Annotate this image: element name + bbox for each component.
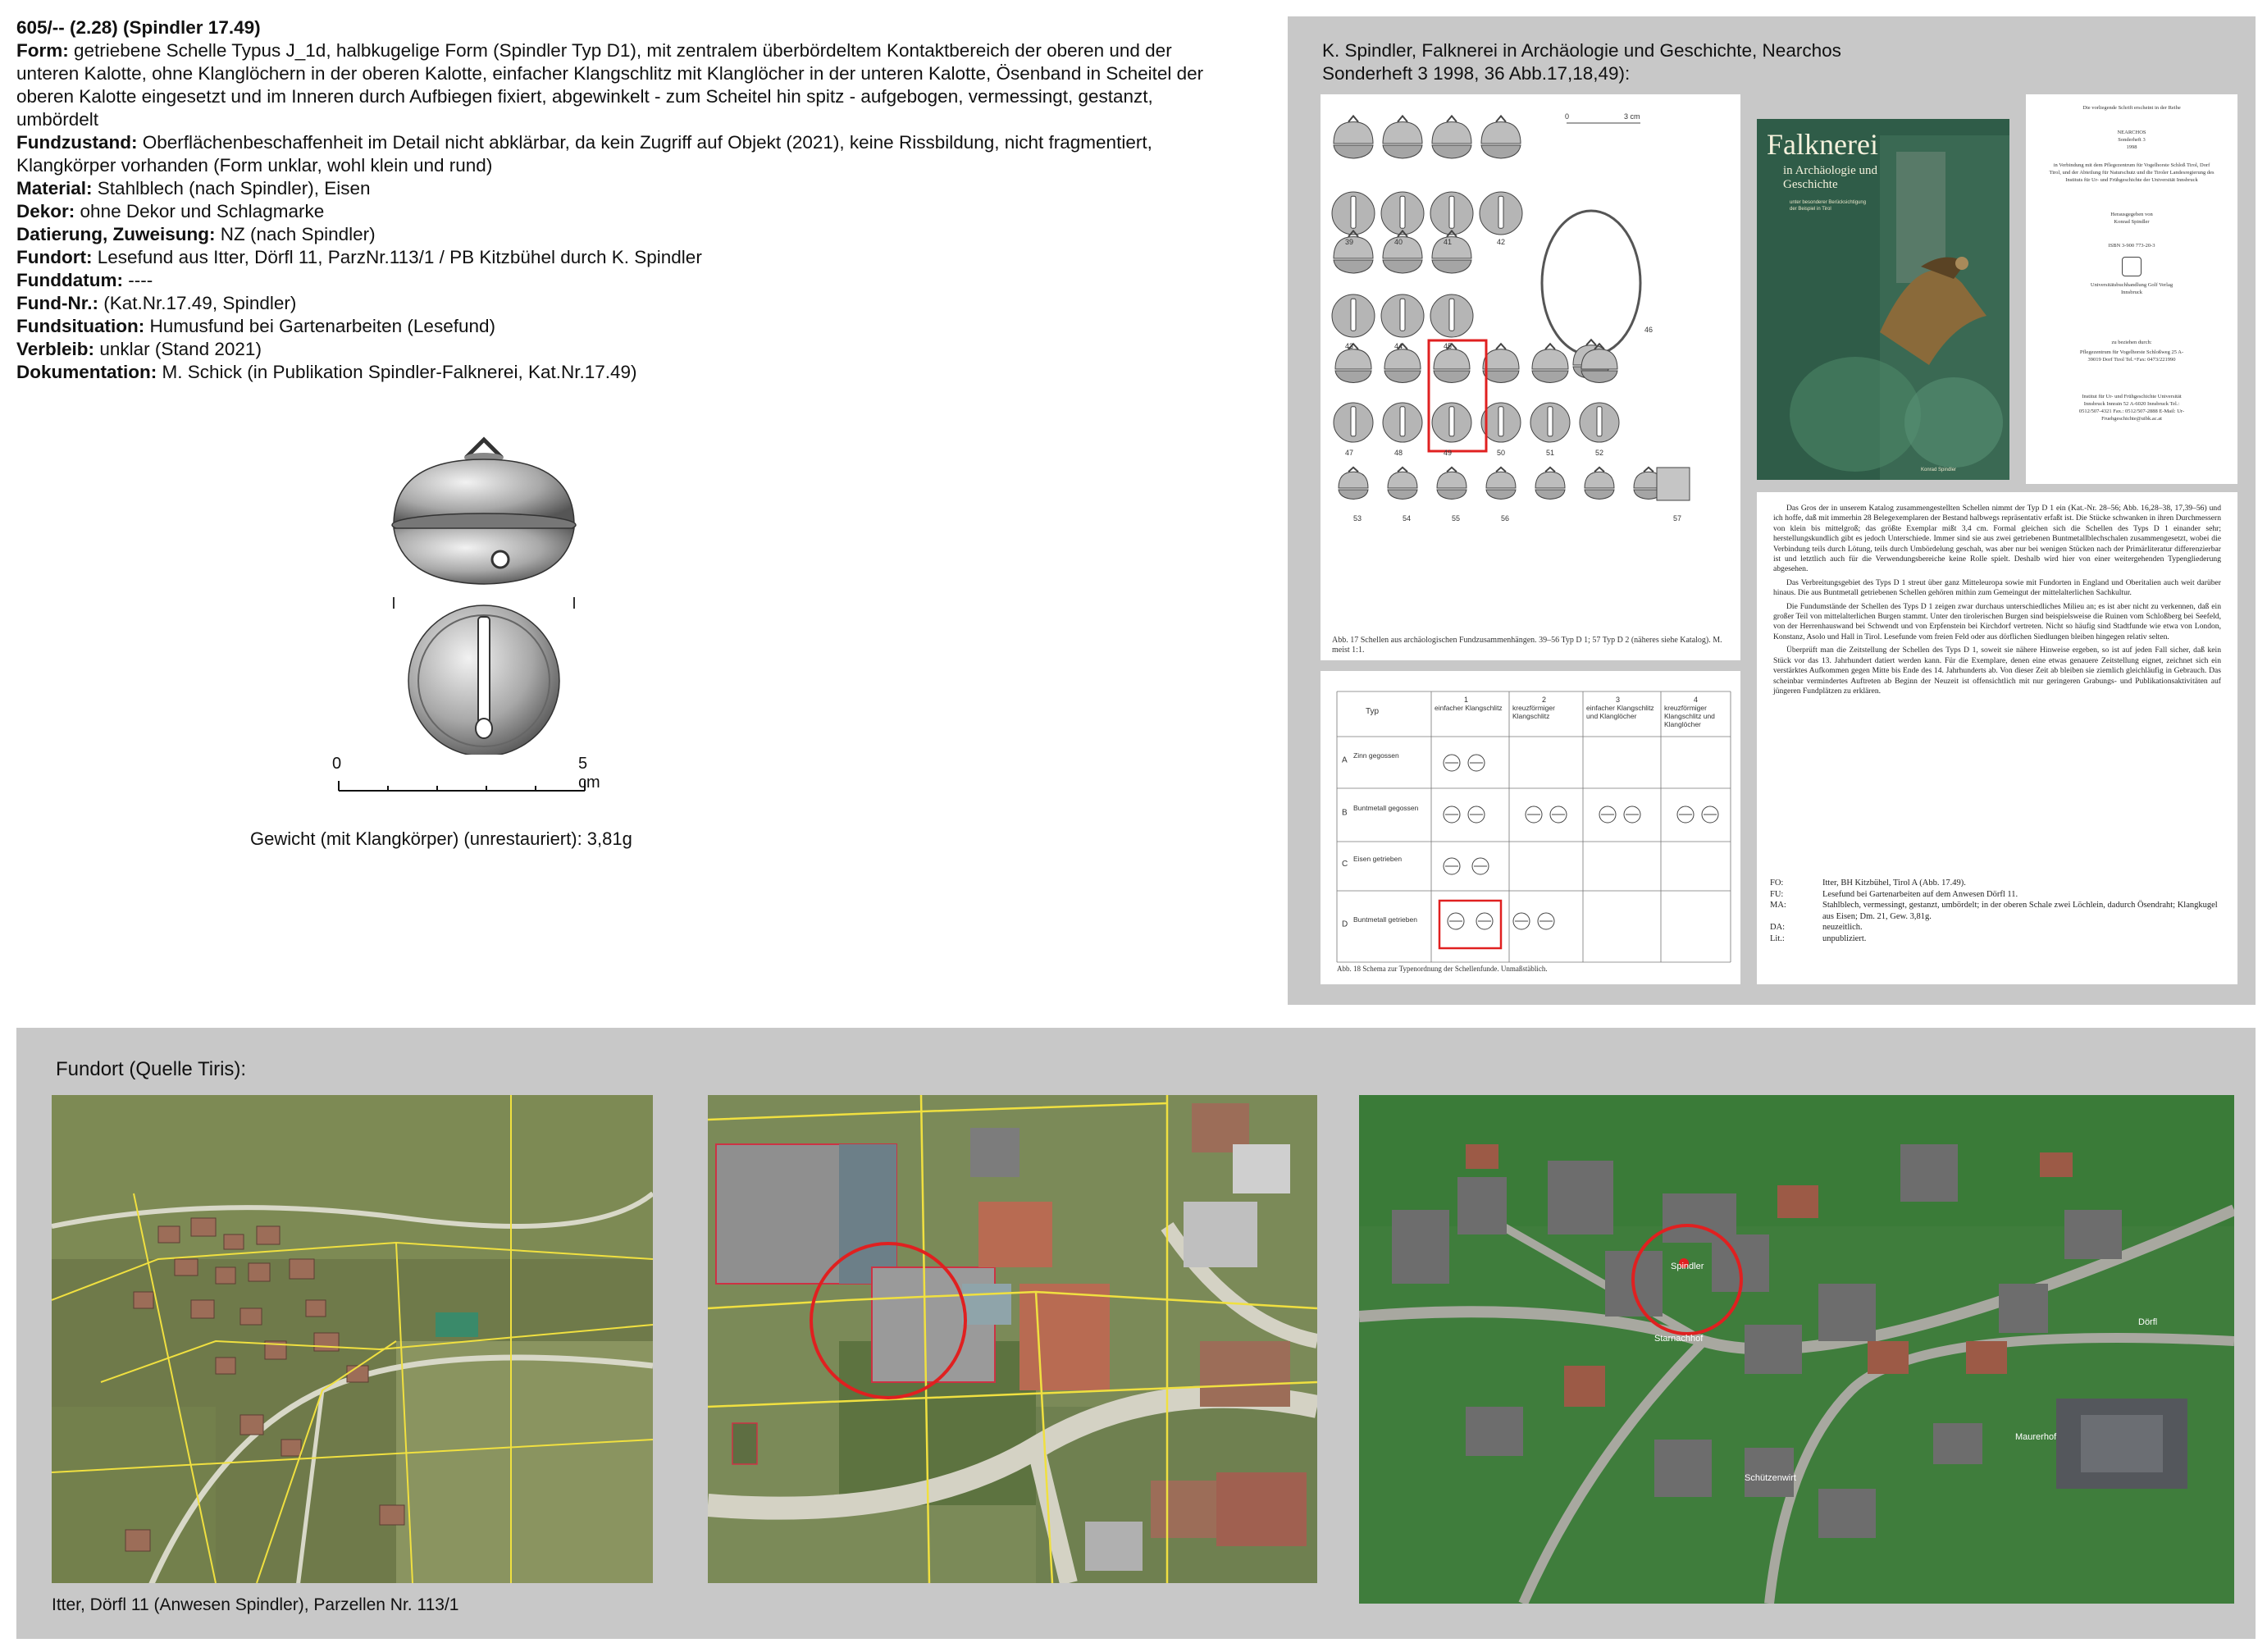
field-value: getriebene Schelle Typus J_1d, halbkugelige Form (Spindler Typ D1), mit zentralem überbördeltem Kontaktbereich der oberen und der unteren Kalotte, ohne Klanglöchern in der oberen Kalotte, einfacher Klangschlitz mit Klanglöcher in der unteren Kalotte, Ösenband in Scheitel der oberen Kalotte eingesetzt und im Inneren durch Aufbiegen fixiert, abgewinkelt - zum Scheitel hin spitz - aufgebogen, vermessingt, gestanzt, umbördelt xyxy=(16,40,1204,130)
typology-row-label: Zinn gegossen xyxy=(1353,751,1399,760)
plate1-figure-number: 49 xyxy=(1444,449,1453,457)
text-paragraph: Die Fundumstände der Schellen des Typs D 1 zeigen zwar durchaus unterschiedliches Milieu an; es ist aber nicht zu verkennen, daß ein großer Teil von mittelalterlichen Burgen stammt. Unter den tirolerischen Burgen sind beispielsweise die Ruinen vom Schloßberg bei Seefeld, von der Herrenhauswand bei Schwendt und von Erpfenstein bei Kirchdorf vertreten. Nicht so häufig sind Stadtfunde wie etwa von London, Konstanz, Asolo und Hall in Tirol. Lesefunde vom freien Feld oder aus dörflichen Siedlungen bleiben hingegen relativ selten. xyxy=(1773,601,2221,641)
field-row xyxy=(16,315,1238,338)
typology-col-num: 2 xyxy=(1542,696,1547,704)
entry-key: DA: xyxy=(1770,923,1786,933)
typology-row-letter: A xyxy=(1342,755,1348,765)
plate1-figure-number: 57 xyxy=(1673,514,1682,523)
plate1-scale-end: 3 cm xyxy=(1624,112,1640,121)
plate1-figure-number: 46 xyxy=(1644,326,1653,334)
satellite-map xyxy=(1359,1095,2234,1604)
field-row xyxy=(16,246,1238,269)
plate1-figure-number: 42 xyxy=(1497,238,1506,246)
field-label: Verbleib: xyxy=(16,339,95,359)
field-label: Fund-Nr.: xyxy=(16,293,98,313)
entry-key: FO: xyxy=(1770,878,1784,888)
text-paragraph: Das Verbreitungsgebiet des Typs D 1 streut über ganz Mitteleuropa sowie mit Fundorten in England und Oberitalien auch weit darüber hinaus. Die aus Buntmetall getriebenen Schellen gehören mithin zum Gemeingut der mittelalterlichen Sachkultur. xyxy=(1773,577,2221,598)
plate1-figure-number: 55 xyxy=(1452,514,1461,523)
plate1-figure-number: 51 xyxy=(1546,449,1555,457)
entry-key: Lit.: xyxy=(1770,933,1785,943)
field-value: Humusfund bei Gartenarbeiten (Lesefund) xyxy=(149,316,495,336)
field-label: Fundsituation: xyxy=(16,316,145,336)
map3-label-maurerhof: Maurerhof xyxy=(2015,1432,2057,1442)
tp-publisher: Universitätsbuchhandlung Golf Verlag Innsbruck xyxy=(2090,282,2173,295)
typology-row-label: Buntmetall getrieben xyxy=(1353,915,1417,924)
catalog-entry-row xyxy=(1770,878,2226,889)
typology-table xyxy=(1321,671,1740,984)
entry-value: Stahlblech, vermessingt, gestanzt, umbördelt; in der oberen Schale zwei Löchlein, dadurch Ösendraht; Klangkugel aus Eisen; Dm. 21, Gew. 3,81g. xyxy=(1822,901,2218,921)
field-row xyxy=(16,223,1238,246)
field-label: Funddatum: xyxy=(16,270,123,290)
map3-label-starnachhof: Starnachhof xyxy=(1654,1334,1704,1344)
field-row xyxy=(16,269,1238,292)
tp-addr1: Pflegezentrum für Vogelhorste Schloßweg 25 A-39019 Dorf Tirol Tel.+Fax: 0473/221990 xyxy=(2079,349,2184,363)
typology-row-label: Buntmetall gegossen xyxy=(1353,803,1419,812)
detail-map xyxy=(708,1095,1317,1583)
typology-col-num: 4 xyxy=(1694,696,1699,704)
field-label: Fundzustand: xyxy=(16,132,138,153)
plate1-figure-number: 56 xyxy=(1501,514,1510,523)
catalog-entry-row xyxy=(1770,900,2226,922)
text-paragraphs xyxy=(1773,504,2221,700)
scale-bar xyxy=(332,755,600,804)
tp-line1: Die vorliegende Schrift erscheint in der Reihe xyxy=(2082,105,2181,111)
field-row xyxy=(16,338,1238,361)
entry-value: Itter, BH Kitzbühel, Tirol A (Abb. 17.49). xyxy=(1822,878,1966,888)
typology-row-letter: C xyxy=(1342,860,1348,869)
plate1-figure-number: 41 xyxy=(1444,238,1453,246)
plate1-figure-number: 53 xyxy=(1353,514,1362,523)
field-value: ohne Dekor und Schlagmarke xyxy=(80,201,325,221)
overview-map xyxy=(52,1095,653,1583)
typology-col-typ: Typ xyxy=(1366,707,1380,716)
field-value: Oberflächenbeschaffenheit im Detail nicht abklärbar, da kein Zugriff auf Objekt (2021), keine Rissbildung, nicht fragmentiert, Klangkörper vorhanden (Form unklar, wohl klein und rund) xyxy=(16,132,1152,176)
entry-value: neuzeitlich. xyxy=(1822,923,1863,933)
entry-key: FU: xyxy=(1770,889,1784,899)
plate1-caption: Abb. 17 Schellen aus archäologischen Fundzusammenhängen. 39–56 Typ D 1; 57 Typ D 2 (näheres siehe Katalog). M. meist 1:1. xyxy=(1332,636,1722,655)
plate1-figure-number: 47 xyxy=(1345,449,1354,457)
tp-series: NEARCHOS xyxy=(2117,130,2146,135)
field-list xyxy=(16,39,1238,384)
cover-author: Konrad Spindler xyxy=(1921,468,1957,472)
field-label: Fundort: xyxy=(16,247,93,267)
tp-series2: Sonderheft 3 xyxy=(2118,137,2146,143)
book-title-page xyxy=(2026,94,2237,484)
map3-label-doerfl: Dörfl xyxy=(2138,1317,2158,1327)
plate-abb17 xyxy=(1321,94,1740,660)
map-title: Fundort (Quelle Tiris): xyxy=(56,1058,247,1080)
field-value: NZ (nach Spindler) xyxy=(220,224,376,244)
field-label: Form: xyxy=(16,40,69,61)
catalog-entry-row xyxy=(1770,922,2226,933)
typology-col-num: 3 xyxy=(1616,696,1621,704)
field-label: Dekor: xyxy=(16,201,75,221)
plate1-figure-number: 44 xyxy=(1394,342,1403,350)
tp-year: 1998 xyxy=(2126,144,2137,150)
scale-end-label: 5 cm xyxy=(578,755,600,792)
field-row xyxy=(16,39,1238,131)
field-value: Lesefund aus Itter, Dörfl 11, ParzNr.113/1 / PB Kitzbühel durch K. Spindler xyxy=(97,247,702,267)
typology-col-label: einfacher Klangschlitz xyxy=(1435,704,1503,712)
field-value: Stahlblech (nach Spindler), Eisen xyxy=(97,178,371,199)
plate1-figure-number: 48 xyxy=(1394,449,1403,457)
bell-plate-figure xyxy=(1321,94,1740,660)
entry-value: Lesefund bei Gartenarbeiten auf dem Anwesen Dörfl 11. xyxy=(1822,889,2018,899)
typology-col-label: kreuzförmiger Klangschlitz xyxy=(1512,704,1555,720)
plate1-figure-number: 52 xyxy=(1595,449,1604,457)
field-value: ---- xyxy=(128,270,153,290)
cover-title: Falknerei xyxy=(1767,128,1878,161)
field-label: Datierung, Zuweisung: xyxy=(16,224,216,244)
plate-abb18 xyxy=(1321,671,1740,984)
text-paragraph: Das Gros der in unserem Katalog zusammengestellten Schellen nimmt der Typ D 1 ein (Kat.-Nr. 28–56; Abb. 16,28–38, 17,39–56) und ich hoffe, daß mit immerhin 28 Belegexemplaren der Bestand halbwegs repräsentativ erfaßt ist. Die Stücke schwanken in ihren Durchmessern von klein bis mittelgroß; das größte Exemplar mißt 3,4 cm. Formal gleichen sich die Schellen des Typs D 1 einander sehr; herstellungskundlich gibt es jedoch Unterschiede. Immer sind sie aus zwei getriebenen Buntmetallblechschalen zusammengesetzt, wobei die Verbindung teils durch Lötung, teils durch Umbördelung geschah, was aber nur bei wenigen Stücken nach der Primärliteratur differenzierbar ist und letztlich auch für die Verwendungsbereiche keine Rolle spielt. Deshalb wird hier von einer weitergehenden Typengliederung abgesehen. xyxy=(1773,504,2221,574)
scale-start-label: 0 xyxy=(332,755,342,773)
map-caption: Itter, Dörfl 11 (Anwesen Spindler), Parzellen Nr. 113/1 xyxy=(52,1595,459,1614)
catalog-entries xyxy=(1770,878,2226,945)
field-label: Material: xyxy=(16,178,93,199)
plate1-scale-start: 0 xyxy=(1565,112,1570,121)
book-text-page xyxy=(1757,492,2237,984)
field-row xyxy=(16,361,1238,384)
map3-label-schuetzenwirt: Schützenwirt xyxy=(1745,1473,1796,1483)
catalog-entry-row xyxy=(1770,889,2226,901)
reference-title-line2: Sonderheft 3 1998, 36 Abb.17,18,49): xyxy=(1322,63,1631,84)
field-row xyxy=(16,131,1238,177)
plate1-figure-number: 40 xyxy=(1394,238,1403,246)
entry-title: 605/-- (2.28) (Spindler 17.49) xyxy=(16,17,261,38)
tp-isbn: ISBN 3-900 773-20-3 xyxy=(2108,243,2155,249)
tp-addr2: Institut für Ur- und Frühgeschichte Universität Innsbruck Innrain 52 A-6020 Innsbruck Tel.: 0512/507-4321 Fax.: 0512/507-2888 E-Mail: Ur-Fruehgeschichte@uibk.ac.at xyxy=(2078,394,2185,422)
typology-col-label: einfacher Klangschlitz und Klanglöcher xyxy=(1586,704,1654,720)
tp-order-label: zu beziehen durch: xyxy=(2111,340,2152,345)
typology-row-letter: B xyxy=(1342,808,1348,818)
plate1-figure-number: 54 xyxy=(1403,514,1412,523)
map3-label-spindler: Spindler xyxy=(1671,1262,1704,1271)
reference-title xyxy=(1322,39,2060,85)
entry-key: MA: xyxy=(1770,901,1786,910)
cover-subtitle: in Archäologie und Geschichte xyxy=(1783,164,1877,191)
catalog-entry xyxy=(16,16,1238,384)
field-row xyxy=(16,200,1238,223)
text-paragraph: Überprüft man die Zeitstellung der Schellen des Typs D 1, soweit sie nähere Hinweise ergeben, so ist auf jeden Fall sicher, daß kein Stück vor das 13. Jahrhundert datiert werden kann. Für die Exemplare, denen eine etwas genauere Zeitstellung eignet, zeichnet sich ein verstärktes Aufkommen gegen Mitte bis Ende des 14. Jahrhunderts ab. Von dieser Zeit ab bleiben sie ziemlich gleichläufig in Gebrauch. Das scheinbar vermindertes Auftreten ab Beginn der Neuzeit ist offensichtlich mit nur geringeren Grabungs- und Publikationsaktivitäten auf jüngeren Fundplätzen zu erklären. xyxy=(1773,646,2221,696)
publisher-logo-icon xyxy=(2122,257,2142,276)
typology-col-label: kreuzförmiger Klangschlitz und Klanglöcher xyxy=(1664,704,1715,728)
field-value: (Kat.Nr.17.49, Spindler) xyxy=(103,293,297,313)
tp-editor: Konrad Spindler xyxy=(2114,219,2150,225)
field-row xyxy=(16,292,1238,315)
plate1-figure-number: 50 xyxy=(1497,449,1506,457)
catalog-entry-row xyxy=(1770,933,2226,945)
bell-plate-drawings xyxy=(1332,116,1690,500)
field-row xyxy=(16,177,1238,200)
book-cover xyxy=(1757,119,2009,480)
cover-sub2: unter besonderer Berücksichtigung der Beispiel in Tirol xyxy=(1790,200,1867,212)
plate2-caption: Abb. 18 Schema zur Typenordnung der Schellenfunde. Unmaßstäblich. xyxy=(1337,965,1548,973)
tp-line2: in Verbindung mit dem Pflegezentrum für Vogelhorste Schloß Tirol, Dorf Tirol, und der Abteilung für Naturschutz und die Tiroler Landesregierung des Instituts für Ur- und Frühgeschichte der Universität Innsbruck xyxy=(2049,162,2215,183)
reference-title-line1: K. Spindler, Falknerei in Archäologie und Geschichte, Nearchos xyxy=(1322,40,1841,61)
typology-col-num: 1 xyxy=(1464,696,1469,704)
typology-row-letter: D xyxy=(1342,920,1348,929)
plate1-figure-number: 39 xyxy=(1345,238,1354,246)
entry-value: unpubliziert. xyxy=(1822,933,1867,943)
field-value: unklar (Stand 2021) xyxy=(99,339,262,359)
field-value: M. Schick (in Publikation Spindler-Falknerei, Kat.Nr.17.49) xyxy=(162,362,637,382)
tp-editor-label: Herausgegeben von xyxy=(2110,212,2153,217)
field-label: Dokumentation: xyxy=(16,362,157,382)
plate1-figure-number: 45 xyxy=(1444,342,1453,350)
weight-note: Gewicht (mit Klangkörper) (unrestauriert): 3,81g xyxy=(250,828,632,849)
typology-row-label: Eisen getrieben xyxy=(1353,855,1403,863)
plate1-figure-number: 43 xyxy=(1345,342,1354,350)
bell-drawing xyxy=(361,435,607,755)
typology-grid xyxy=(1337,691,1736,962)
